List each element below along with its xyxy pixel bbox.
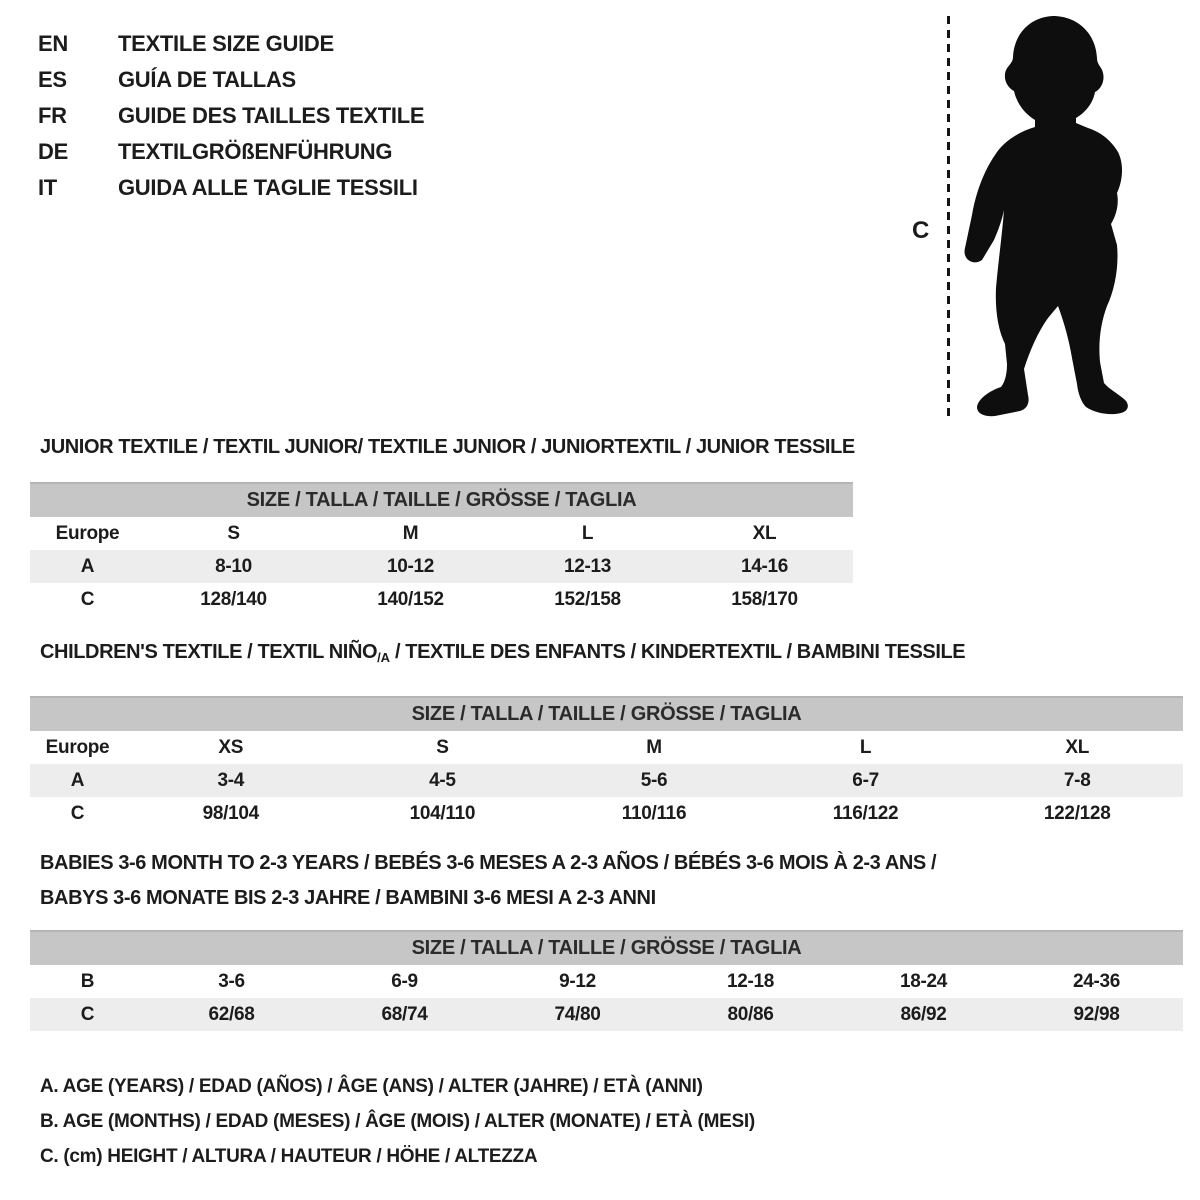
row-label: C — [30, 998, 145, 1031]
language-title: TEXTILE SIZE GUIDE — [118, 31, 334, 56]
table-row-height — [30, 998, 1183, 1031]
table-cell: 158/170 — [731, 588, 798, 610]
table-cell: 116/122 — [832, 802, 899, 824]
size-header-bar: SIZE / TALLA / TAILLE / GRÖSSE / TAGLIA — [30, 931, 1183, 965]
children-title-text: CHILDREN'S TEXTILE / TEXTIL NIÑO — [40, 641, 378, 663]
table-cell: 6-9 — [391, 970, 418, 992]
table-cell: S — [227, 522, 240, 544]
babies-size-table — [30, 930, 1183, 1031]
language-row-de — [38, 134, 424, 170]
children-size-table — [30, 696, 1183, 830]
legend-line-c: C. (cm) HEIGHT / ALTURA / HAUTEUR / HÖHE / ALTEZZA — [40, 1146, 538, 1167]
table-cell: 98/104 — [202, 802, 259, 824]
table-cell: 110/116 — [621, 802, 687, 824]
row-label: A — [30, 764, 125, 797]
legend-line-a: A. AGE (YEARS) / EDAD (AÑOS) / ÂGE (ANS) / ALTER (JAHRE) / ETÀ (ANNI) — [40, 1076, 703, 1097]
table-cell: 122/128 — [1043, 802, 1111, 824]
row-label: Europe — [45, 736, 110, 758]
size-header-bar: SIZE / TALLA / TAILLE / GRÖSSE / TAGLIA — [30, 483, 853, 517]
table-cell: S — [436, 736, 449, 758]
table-cell: L — [581, 522, 594, 544]
table-cell: 140/152 — [377, 588, 444, 610]
table-row-age — [30, 764, 1183, 797]
legend-line-b: B. AGE (MONTHS) / EDAD (MESES) / ÂGE (MOIS) / ALTER (MONATE) / ETÀ (MESI) — [40, 1111, 755, 1132]
table-cell: 3-4 — [125, 764, 337, 797]
language-code: EN — [38, 31, 68, 56]
row-label: C — [70, 802, 85, 824]
table-cell: 10-12 — [322, 550, 499, 583]
table-cell: M — [646, 736, 662, 758]
language-title: GUIDA ALLE TAGLIE TESSILI — [118, 175, 418, 200]
row-label: C — [80, 588, 95, 610]
table-header-row — [30, 931, 1183, 965]
table-cell: 68/74 — [318, 998, 491, 1031]
table-cell: 62/68 — [145, 998, 318, 1031]
children-title-text: / TEXTILE DES ENFANTS / KINDERTEXTIL / BAMBINI TESSILE — [389, 641, 966, 663]
table-cell: 12-18 — [726, 970, 775, 992]
table-cell: 128/140 — [200, 588, 267, 610]
babies-title-line1: BABIES 3-6 MONTH TO 2-3 YEARS / BEBÉS 3-6 MESES A 2-3 AÑOS / BÉBÉS 3-6 MOIS À 2-3 ANS / — [40, 852, 937, 874]
table-header-row — [30, 483, 853, 517]
height-measure-dashed-line — [947, 16, 950, 416]
table-cell: XL — [752, 522, 777, 544]
table-cell: 3-6 — [218, 970, 245, 992]
table-cell: XS — [218, 736, 244, 758]
language-code: IT — [38, 175, 57, 200]
table-row-europe — [30, 731, 1183, 764]
junior-section-title: JUNIOR TEXTILE / TEXTIL JUNIOR/ TEXTILE JUNIOR / JUNIORTEXTIL / JUNIOR TESSILE — [40, 436, 855, 458]
height-measure-label: C — [912, 217, 930, 244]
language-code: ES — [38, 67, 67, 92]
language-title: TEXTILGRÖßENFÜHRUNG — [118, 139, 393, 164]
table-header-row — [30, 697, 1183, 731]
size-header-bar: SIZE / TALLA / TAILLE / GRÖSSE / TAGLIA — [30, 697, 1183, 731]
language-code: DE — [38, 139, 68, 164]
language-title: GUIDE DES TAILLES TEXTILE — [118, 103, 425, 128]
table-cell: 86/92 — [837, 998, 1010, 1031]
babies-title-line2: BABYS 3-6 MONATE BIS 2-3 JAHRE / BAMBINI 3-6 MESI A 2-3 ANNI — [40, 887, 656, 909]
table-row-age — [30, 550, 853, 583]
table-cell: 8-10 — [145, 550, 322, 583]
row-label: Europe — [55, 522, 120, 544]
language-title-list — [38, 26, 424, 206]
measure-legend — [40, 1069, 755, 1174]
table-cell: 6-7 — [760, 764, 972, 797]
table-cell: L — [859, 736, 872, 758]
table-cell: 12-13 — [499, 550, 676, 583]
table-cell: XL — [1065, 736, 1090, 758]
table-cell: M — [402, 522, 419, 544]
language-row-en — [38, 26, 424, 62]
table-cell: 24-36 — [1072, 970, 1121, 992]
table-cell: 4-5 — [337, 764, 549, 797]
table-cell: 18-24 — [899, 970, 948, 992]
language-row-it — [38, 170, 424, 206]
babies-section-title — [40, 846, 936, 916]
children-title-subscript: /A — [377, 650, 390, 665]
table-cell: 152/158 — [554, 588, 621, 610]
row-label: A — [30, 550, 145, 583]
table-cell: 9-12 — [559, 970, 596, 992]
table-cell: 5-6 — [548, 764, 760, 797]
language-code: FR — [38, 103, 67, 128]
toddler-silhouette — [958, 12, 1148, 420]
row-label: B — [80, 970, 95, 992]
table-row-europe — [30, 517, 853, 550]
table-cell: 7-8 — [971, 764, 1183, 797]
table-cell: 80/86 — [664, 998, 837, 1031]
table-cell: 92/98 — [1010, 998, 1183, 1031]
table-cell: 14-16 — [676, 550, 853, 583]
children-section-title — [40, 641, 965, 665]
table-row-months — [30, 965, 1183, 998]
table-cell: 104/110 — [409, 802, 476, 824]
language-row-fr — [38, 98, 424, 134]
table-cell: 74/80 — [491, 998, 664, 1031]
junior-size-table — [30, 482, 853, 616]
table-row-height — [30, 583, 853, 616]
language-row-es — [38, 62, 424, 98]
language-title: GUÍA DE TALLAS — [118, 67, 296, 92]
table-row-height — [30, 797, 1183, 830]
